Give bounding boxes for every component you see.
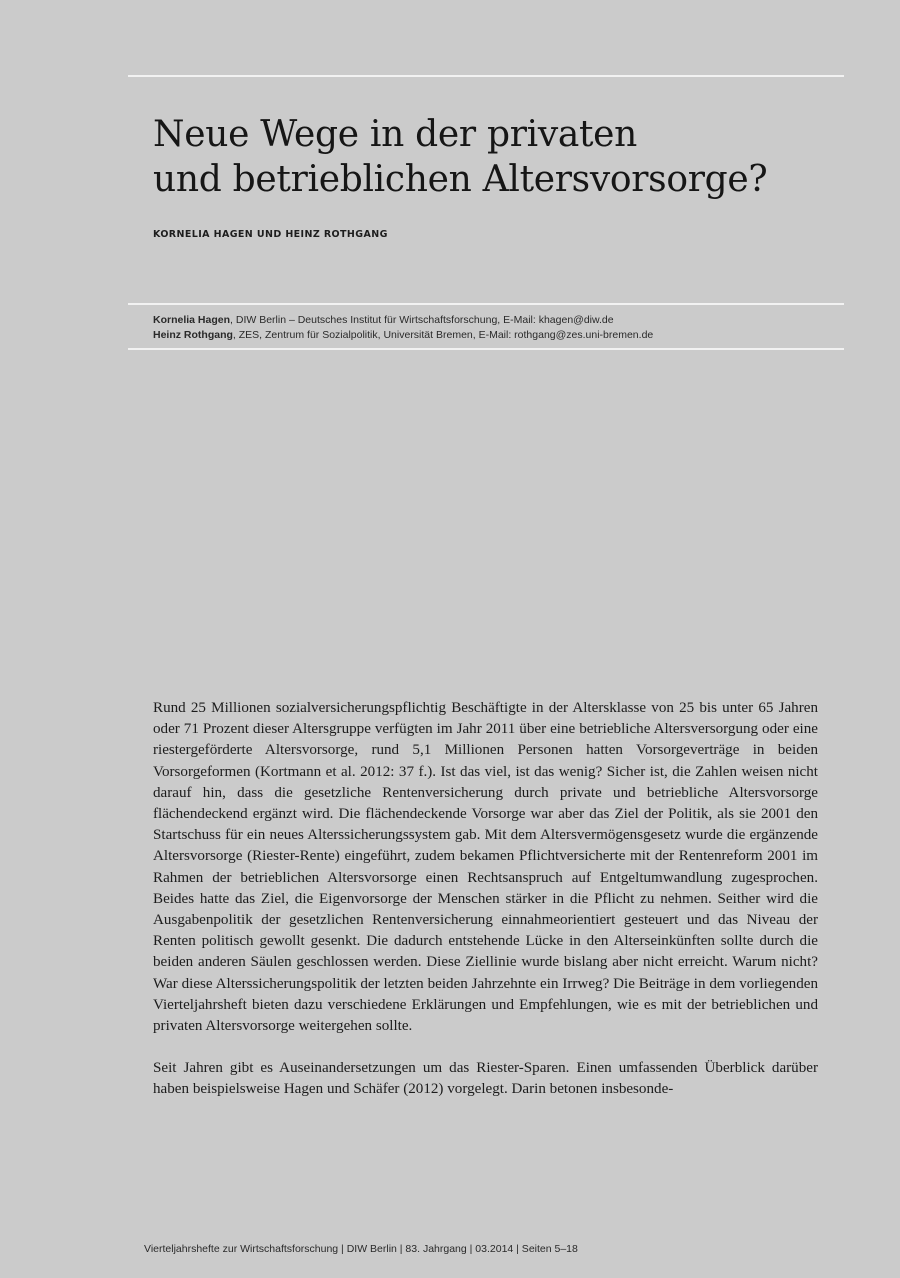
author-affiliations <box>153 313 843 343</box>
top-divider <box>128 75 844 77</box>
affiliation-name: Heinz Rothgang <box>153 329 233 341</box>
article-title <box>153 112 833 202</box>
title-line-2: und betrieblichen Altersvorsorge? <box>153 159 768 200</box>
author-byline: KORNELIA HAGEN UND HEINZ ROTHGANG <box>153 229 388 240</box>
title-line-1: Neue Wege in der privaten <box>153 114 638 155</box>
affiliation-divider-top <box>128 303 844 305</box>
affiliation-divider-bottom <box>128 348 844 350</box>
affiliation-rothgang <box>153 328 843 343</box>
affiliation-hagen <box>153 313 843 328</box>
journal-footer: Vierteljahrshefte zur Wirtschaftsforschung | DIW Berlin | 83. Jahrgang | 03.2014 | Seiten 5–18 <box>144 1243 578 1255</box>
body-paragraph-1: Rund 25 Millionen sozialversicherungspflichtig Beschäftigte in der Altersklasse von 25 bis unter 65 Jahren oder 71 Prozent dieser Altersgruppe verfügten im Jahr 2011 über eine betriebliche Altersversorgung oder eine riestergeförderte Altersvorsorge, rund 5,1 Millionen Personen hatten Vorsorgeverträge in beiden Vorsorgeformen (Kortmann et al. 2012: 37 f.). Ist das viel, ist das wenig? Sicher ist, die Zahlen weisen nicht darauf hin, dass die gesetzliche Rentenversicherung durch private und betriebliche Altersvorsorge flächendeckend ergänzt wird. Die flächendeckende Vorsorge war aber das Ziel der Politik, als sie 2001 den Startschuss für ein neues Alterssicherungssystem gab. Mit dem Altersvermögensgesetz wurde die ergänzende Altersvorsorge (Riester-Rente) eingeführt, zudem bekamen Pflichtversicherte mit der Rentenreform 2001 im Rahmen der betrieblichen Altersvorsorge einen Rechtsanspruch auf Entgeltumwandlung zugesprochen. Beides hatte das Ziel, die Eigenvorsorge der Menschen stärker in die Pflicht zu nehmen. Seither wird die Ausgabenpolitik der gesetzlichen Rentenversicherung einnahmeorientiert gesteuert und das Niveau der Renten politisch gewollt gesenkt. Die dadurch entstehende Lücke in den Alterseinkünften sollte durch die beiden anderen Säulen geschlossen werden. Diese Ziellinie wurde bislang aber nicht erreicht. Warum nicht? War diese Alterssicherungspolitik der letzten beiden Jahrzehnte ein Irrweg? Die Beiträge in dem vorliegenden Vierteljahrsheft bieten dazu verschiedene Erklärungen und Empfehlungen, wie es mit der betrieblichen und privaten Altersvorsorge weitergehen sollte. <box>153 700 818 1035</box>
affiliation-detail: , ZES, Zentrum für Sozialpolitik, Universität Bremen, E-Mail: rothgang@zes.uni-bremen.de <box>232 329 654 341</box>
article-body <box>153 698 818 1122</box>
body-paragraph-2: Seit Jahren gibt es Auseinandersetzungen um das Riester-Sparen. Einen umfassenden Überblick darüber haben beispielsweise Hagen und Schäfer (2012) vorgelegt. Darin betonen insbesonde- <box>153 1060 818 1098</box>
affiliation-name: Kornelia Hagen <box>153 314 231 326</box>
affiliation-detail: , DIW Berlin – Deutsches Institut für Wirtschaftsforschung, E-Mail: khagen@diw.de <box>230 314 614 326</box>
